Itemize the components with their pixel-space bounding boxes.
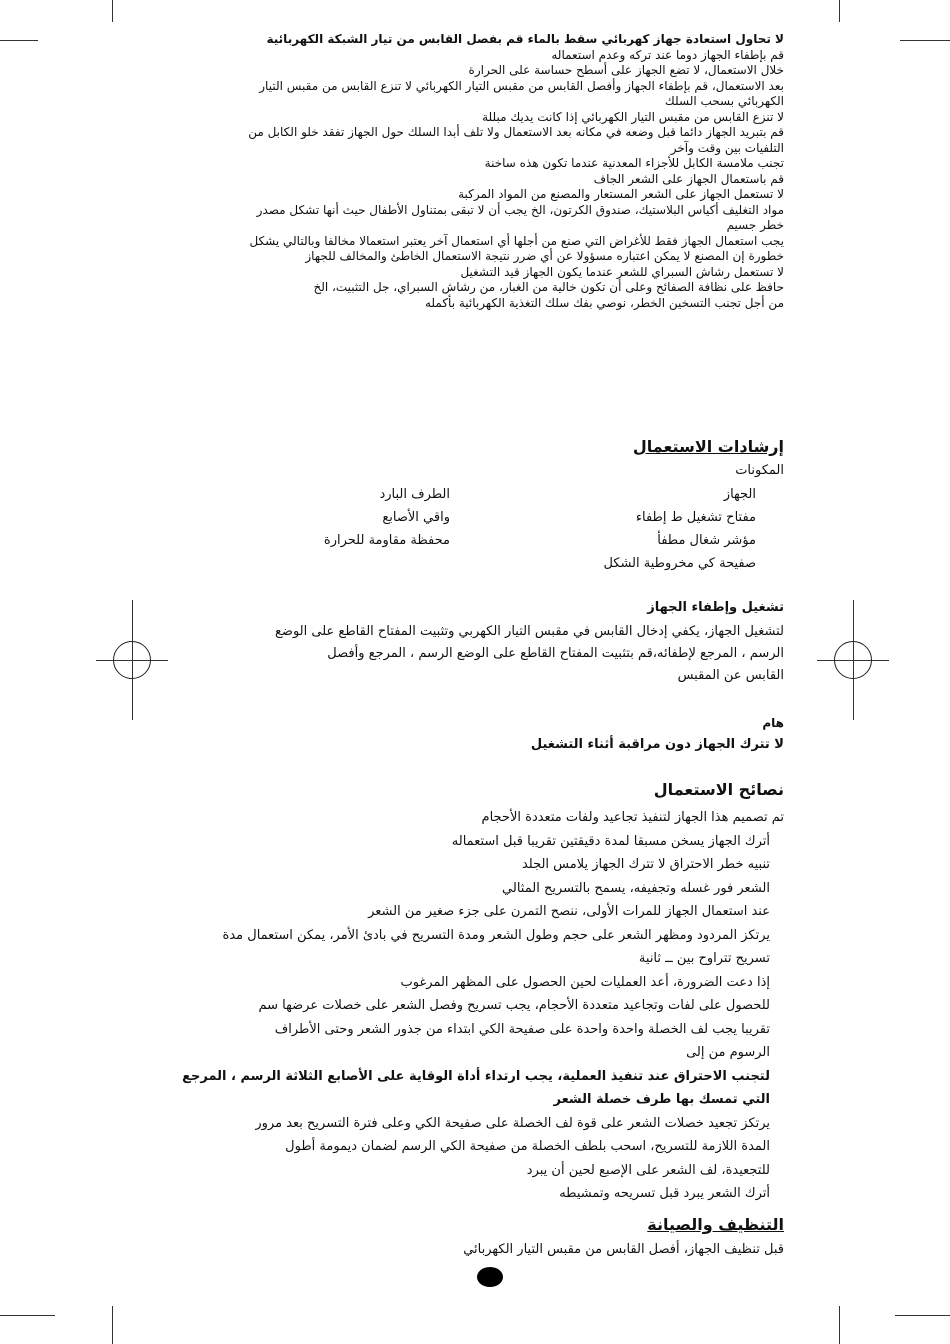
safety-line: يجب استعمال الجهاز فقط للأغراض التي صنع من أجلها أي استعمال آخر يعتبر استعمالا مخالفا وبالتالي يشكل	[249, 233, 784, 248]
onoff-line: لتشغيل الجهاز، يكفي إدخال القابس في مقبس التيار الكهربي وتثبيت المفتاح القاطع على الوضع	[275, 624, 784, 639]
safety-line: حافظ على نظافة الصفائح وعلى أن تكون خالية من الغبار، من رشاش السبراي، جل التثبيت، الخ	[313, 280, 784, 294]
safety-line: لا تنزع القابس من مقبس التيار الكهربائي إذا كانت يديك مبللة	[482, 109, 784, 124]
safety-line: خطورة إن المصنع لا يمكن اعتباره مسؤولا عن أي ضرر نتيجة الاستعمال الخاطئ والمخالف للجهاز	[305, 249, 784, 263]
components-list-left	[324, 483, 450, 552]
safety-line: تجنب ملامسة الكابل للأجزاء المعدنية عندما تكون هذه ساخنة	[484, 156, 784, 170]
safety-line: قم باستعمال الجهاز على الشعر الجاف	[593, 171, 784, 186]
safety-line: مواد التغليف أكياس البلاستيك، صندوق الكرتون، الخ يجب أن لا تبقى بمتناول الأطفال حيث أنها تشكل مصدر	[256, 202, 784, 217]
safety-line: لا تستعمل الجهاز على الشعر المستعار والمصنع من المواد المركبة	[458, 187, 784, 201]
component-item: مؤشر شغال مطفأ	[657, 533, 756, 548]
crop-mark-bottom-right	[839, 1306, 840, 1344]
tips-heading: نصائح الاستعمال	[653, 780, 784, 799]
crop-mark-top-right	[839, 0, 840, 22]
safety-line: الكهربائي بسحب السلك	[664, 94, 784, 108]
tips-line: الشعر فور غسله وتجفيفه، يسمح بالتسريح المثالي	[502, 880, 770, 896]
tips-line: يرتكز المردود ومظهر الشعر على حجم وطول الشعر ومدة التسريح في بادئ الأمر، يمكن استعمال مدة	[222, 927, 770, 943]
important-label: هام	[762, 716, 784, 730]
components-label: المكونات	[735, 463, 784, 478]
tips-line: المدة اللازمة للتسريح، اسحب بلطف الخصلة من صفيحة الكي الرسم لضمان ديمومة أطول	[285, 1139, 770, 1154]
crop-mark-bottom-left	[112, 1306, 113, 1344]
components-list-right	[603, 483, 756, 575]
tips-line: إذا دعت الضرورة، أعد العمليات لحين الحصول على المظهر المرغوب	[400, 974, 770, 990]
cleaning-text: قبل تنظيف الجهاز، أفصل القابس من مقبس التيار الكهربائي	[463, 1242, 784, 1257]
tips-paragraph	[182, 806, 784, 1206]
tips-line: أترك الشعر يبرد قبل تسريحه وتمشيطه	[559, 1186, 770, 1201]
component-item: واقي الأصابع	[382, 510, 450, 525]
tips-line: تسريح تتراوح بين ــ ثانية	[638, 951, 770, 966]
onoff-paragraph	[224, 621, 784, 687]
tips-line: تقريبا يجب لف الخصلة واحدة واحدة على صفيحة الكي ابتداء من جذور الشعر وحتى الأطراف	[274, 1021, 770, 1037]
component-item: مفتاح تشغيل ط إطفاء	[635, 510, 756, 525]
tips-line: عند استعمال الجهاز للمرات الأولى، ننصح التمرن على جزء صغير من الشعر	[368, 904, 770, 919]
component-item: الجهاز	[723, 487, 756, 502]
usage-heading: إرشادات الاستعمال	[632, 437, 784, 456]
tips-line: الرسوم من إلى	[686, 1045, 770, 1060]
onoff-line: القابس عن المقبس	[677, 668, 784, 683]
important-text: لا تترك الجهاز دون مراقبة أثناء التشغيل	[530, 737, 784, 752]
tips-line: يرتكز تجعيد خصلات الشعر على قوة لف الخصلة على صفيحة الكي وعلى فترة التسريح بعد مرور	[255, 1115, 770, 1131]
tips-line-warning: لتجنب الاحتراق عند تنفيذ العملية، يجب ارتداء أداة الوقاية على الأصابع الثلاثة الرسم ، المرجع	[182, 1068, 770, 1084]
tips-line: تم تصميم هذا الجهاز لتنفيذ تجاعيد ولفات متعددة الأحجام	[481, 810, 784, 825]
onoff-heading: تشغيل وإطفاء الجهاز	[647, 600, 784, 615]
crop-mark-left-bottom	[0, 1315, 55, 1316]
component-item: الطرف البارد	[379, 487, 450, 502]
safety-line: خطر جسيم	[726, 218, 784, 232]
crop-mark-right-top	[900, 40, 950, 41]
safety-line: خلال الاستعمال، لا تضع الجهاز على أسطح حساسة على الحرارة	[468, 63, 784, 77]
safety-instructions	[184, 32, 784, 311]
safety-line: من أجل تجنب التسخين الخطر، نوصي بفك سلك التغذية الكهربائية بأكمله	[424, 295, 784, 310]
safety-line: قم بتبريد الجهاز دائما قبل وضعه في مكانه بعد الاستعمال ولا تلف أبدا السلك حول الجهاز تفقد خلو الكابل من	[248, 125, 784, 139]
crop-mark-left-top	[0, 40, 38, 41]
registration-circle-left	[113, 641, 151, 679]
tips-line: أترك الجهاز يسخن مسبقا لمدة دقيقتين تقريبا قبل استعماله	[451, 833, 770, 849]
component-item: محفظة مقاومة للحرارة	[323, 533, 450, 548]
onoff-line: الرسم ، المرجع لإطفائه،قم بتثبيت المفتاح القاطع على الوضع الرسم ، المرجع وأفصل	[327, 646, 784, 661]
safety-line: لا تحاول استعادة جهاز كهربائي سقط بالماء قم بفصل القابس من تيار الشبكة الكهربائية	[266, 32, 784, 46]
safety-line: التلفيات بين وقت وآخر	[670, 140, 784, 155]
tips-line-warning: التي تمسك بها طرف خصلة الشعر	[553, 1092, 770, 1107]
component-item: صفيحة كي مخروطية الشكل	[603, 556, 756, 571]
registration-circle-right	[834, 641, 872, 679]
tips-line: تنبيه خطر الاحتراق لا تترك الجهاز يلامس الجلد	[521, 857, 770, 872]
tips-line: للتجعيدة، لف الشعر على الإصبع لحين أن يبرد	[526, 1162, 770, 1178]
cleaning-heading: التنظيف والصيانة	[647, 1215, 784, 1234]
crop-mark-right-bottom	[895, 1315, 950, 1316]
safety-line: قم بإطفاء الجهاز دوما عند تركه وعدم استعماله	[551, 47, 784, 62]
page-number-dot	[477, 1267, 503, 1287]
safety-line: لا تستعمل رشاش السبراي للشعر عندما يكون الجهاز قيد التشغيل	[460, 264, 784, 279]
crop-mark-top-left	[112, 0, 113, 22]
tips-line: للحصول على لفات وتجاعيد متعددة الأحجام، يجب تسريح وفصل الشعر على خصلات عرضها سم	[258, 998, 770, 1013]
safety-line: بعد الاستعمال، قم بإطفاء الجهاز وأفصل القابس من مقبس التيار الكهربائي لا تنزع القابس من مقبس التيار	[259, 78, 784, 93]
